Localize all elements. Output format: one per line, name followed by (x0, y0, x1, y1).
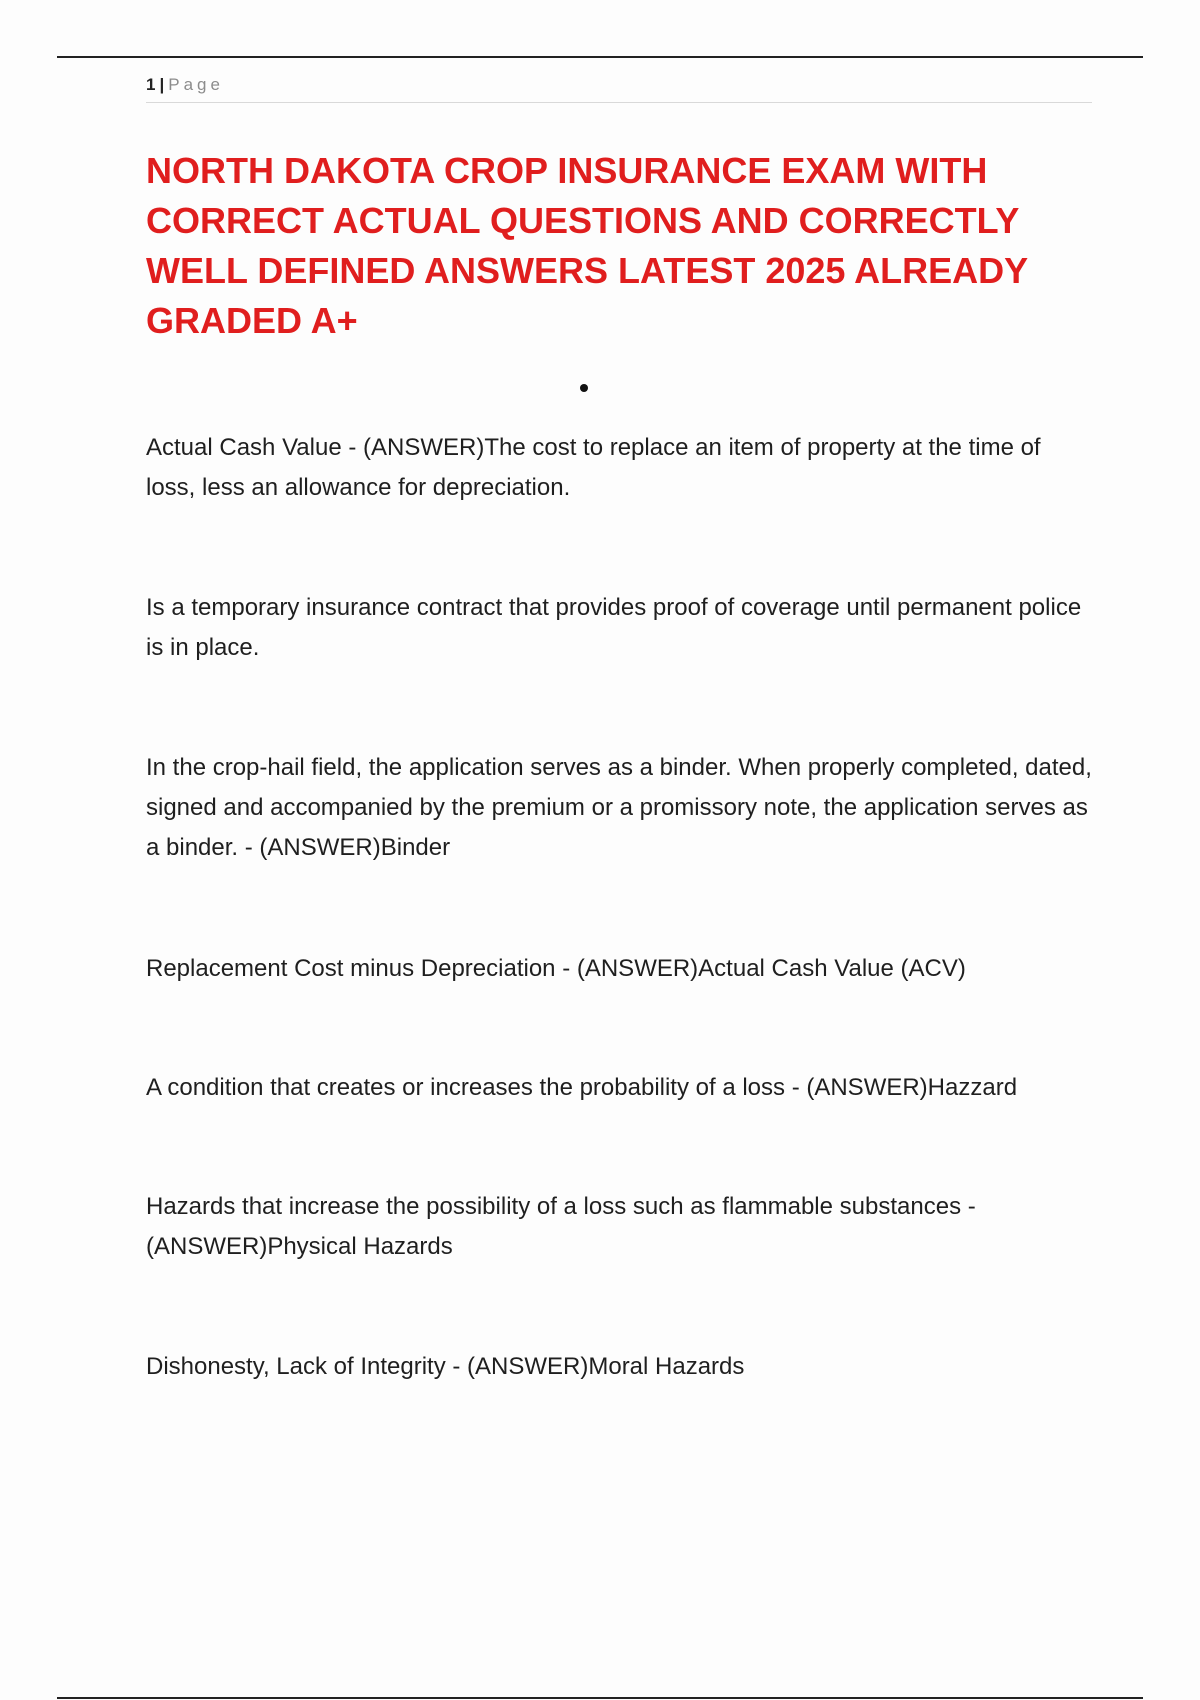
qa-item-acv: Replacement Cost minus Depreciation - (ANSWER)Actual Cash Value (ACV) (146, 955, 966, 982)
page-label: Page (168, 75, 224, 94)
top-rule (57, 56, 1143, 58)
page-separator: | (159, 75, 165, 94)
qa-item-actual-cash-value: Actual Cash Value - (ANSWER)The cost to replace an item of property at the time of loss, less an allowance for depreciation. (146, 434, 1041, 501)
qa-item-binder-definition: Is a temporary insurance contract that provides proof of coverage until permanent police is in place. (146, 594, 1082, 661)
page-number: 1 (146, 75, 156, 94)
qa-item-physical-hazards: Hazards that increase the possibility of a loss such as flammable substances - (ANSWER)Physical Hazards (146, 1193, 976, 1260)
bottom-rule (57, 1697, 1143, 1699)
qa-item-moral-hazards: Dishonesty, Lack of Integrity - (ANSWER)Moral Hazards (146, 1353, 745, 1380)
bullet-point (580, 384, 588, 392)
qa-item-crop-hail-binder: In the crop-hail field, the application serves as a binder. When properly completed, dated, signed and accompanied by the premium or a promissory note, the application serves as a binder. - (ANSWER)Binder (146, 754, 1092, 861)
page-header (146, 74, 1092, 103)
document-title: NORTH DAKOTA CROP INSURANCE EXAM WITH CORRECT ACTUAL QUESTIONS AND CORRECTLY WELL DEFINED ANSWERS LATEST 2025 ALREADY GRADED A+ (146, 150, 1028, 341)
qa-item-hazard: A condition that creates or increases the probability of a loss - (ANSWER)Hazzard (146, 1074, 1018, 1101)
